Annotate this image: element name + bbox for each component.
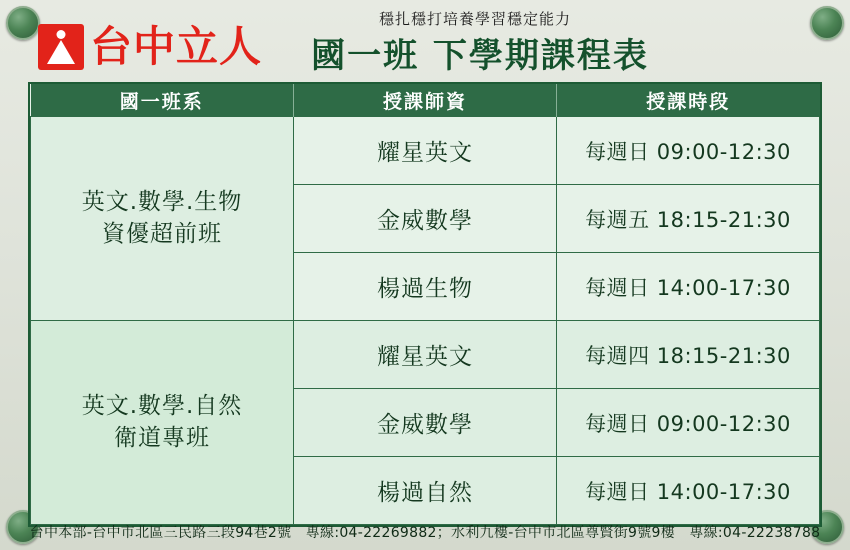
brand-name: 台中立人	[90, 22, 263, 71]
teacher-cell: 金威數學	[294, 185, 557, 253]
group-name-line2: 衛道專班	[114, 424, 210, 451]
page-title: 國一班 下學期課程表	[311, 36, 649, 76]
time-cell: 每週日 14:00-17:30	[557, 457, 820, 525]
course-table	[30, 84, 820, 525]
group-name-line2: 資優超前班	[102, 220, 222, 247]
teacher-cell: 耀星英文	[294, 321, 557, 389]
teacher-cell: 金威數學	[294, 389, 557, 457]
column-header-teacher: 授課師資	[294, 84, 557, 117]
column-header-class: 國一班系	[31, 84, 294, 117]
course-table-wrapper	[28, 82, 822, 527]
header	[0, 0, 850, 82]
group-name-cell-2	[31, 321, 294, 525]
time-cell: 每週四 18:15-21:30	[557, 321, 820, 389]
teacher-cell: 楊過自然	[294, 457, 557, 525]
table-header-row	[31, 84, 820, 117]
group-name-cell-1	[31, 117, 294, 321]
footer-contact: 台中本部-台中市北區三民路三段94巷2號 專線:04-22269882；水利九樓-台中市北區尊賢街9號9樓 專線:04-22238788	[29, 525, 821, 541]
tagline: 穩扎穩打培養學習穩定能力	[378, 10, 571, 28]
teacher-cell: 楊過生物	[294, 253, 557, 321]
time-cell: 每週日 09:00-12:30	[557, 117, 820, 185]
table-row	[31, 321, 820, 389]
group-name-line1: 英文.數學.自然	[81, 393, 243, 420]
group-name-line1: 英文.數學.生物	[81, 189, 243, 216]
table-row	[31, 117, 820, 185]
time-cell: 每週五 18:15-21:30	[557, 185, 820, 253]
time-cell: 每週日 09:00-12:30	[557, 389, 820, 457]
column-header-time: 授課時段	[557, 84, 820, 117]
teacher-cell: 耀星英文	[294, 117, 557, 185]
time-cell: 每週日 14:00-17:30	[557, 253, 820, 321]
